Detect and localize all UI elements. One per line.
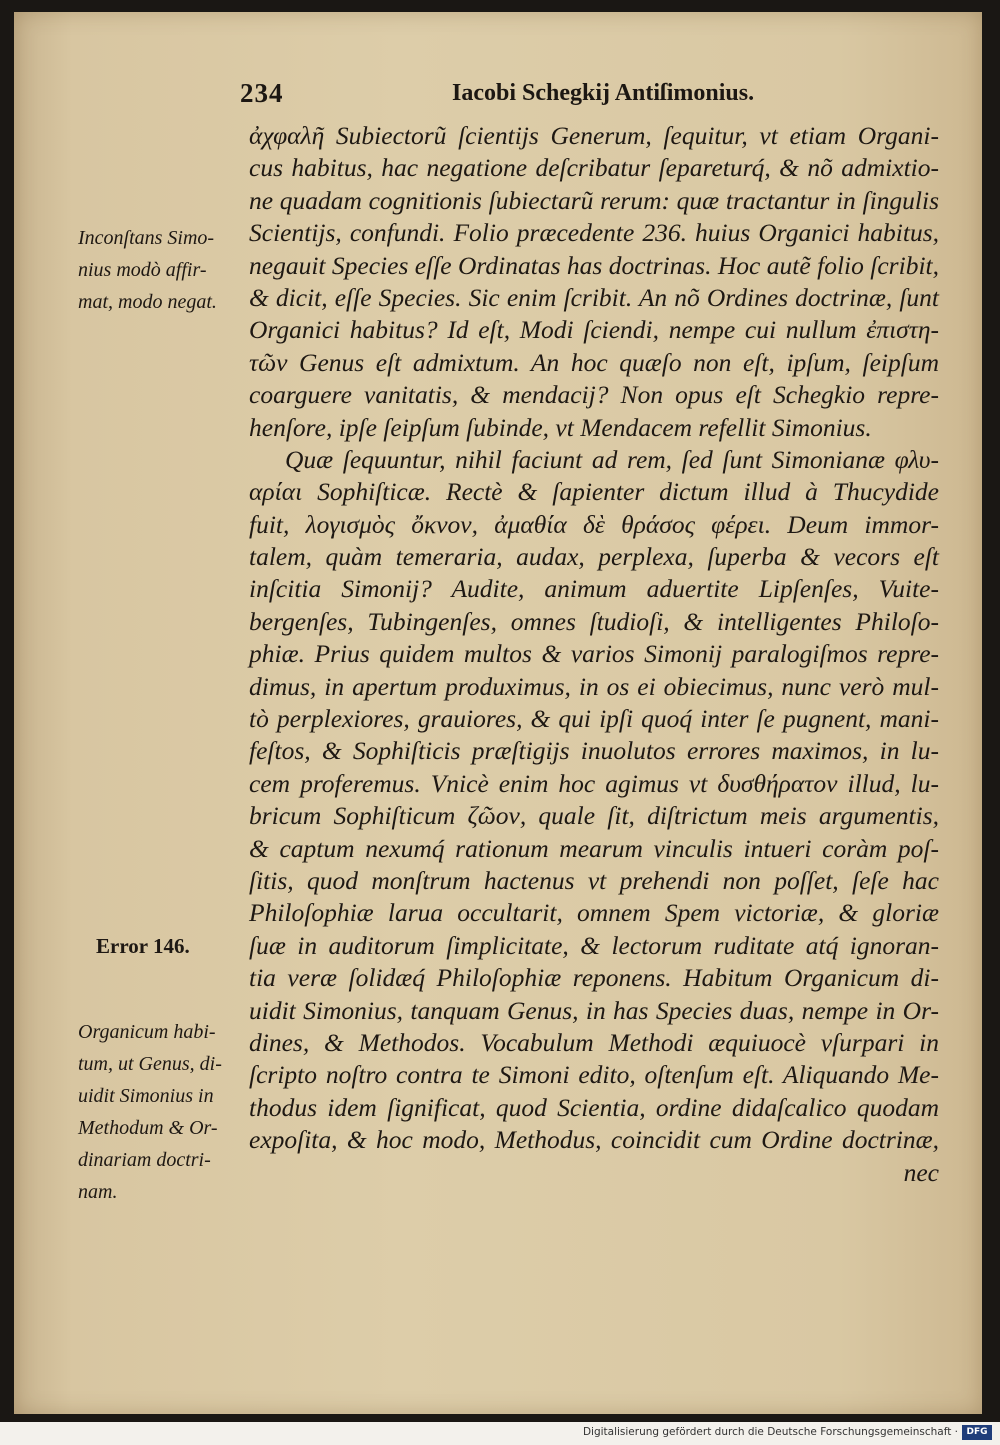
margin-note-line: dinariam doctri- — [78, 1149, 211, 1171]
text-line: αρίαι Sophiſticæ. Rectè & ſapienter dictum illud à Thucydide — [249, 477, 939, 507]
margin-note-error — [96, 930, 268, 962]
text-line: inſcitia Simonij? Audite, animum aduertite Lipſenſes, Vuite- — [249, 574, 939, 604]
text-line: tia veræ ſolidæq́ Philoſophiæ reponens. Habitum Organicum di- — [249, 963, 939, 993]
margin-note-line: Error 146. — [96, 934, 190, 958]
margin-note-line: mat, modo negat. — [78, 291, 217, 313]
main-text — [249, 120, 939, 1189]
text-line: & dicit, eſſe Species. Sic enim ſcribit. An nõ Ordines doctrinæ, ſunt — [249, 282, 939, 312]
text-line: expoſita, & hoc modo, Methodus, coincidit cum Ordine doctrinæ, — [249, 1125, 939, 1155]
text-line: bricum Sophiſticum ζῶον, quale ſit, diſtrictum meis argumentis, — [249, 801, 939, 831]
text-line: bergenſes, Tubingenſes, omnes ſtudioſi, & intelligentes Philoſo- — [249, 606, 939, 636]
text-line: ſcripto noſtro contra te Simoni edito, oſtenſum eſt. Aliquando Me- — [249, 1060, 939, 1090]
text-line: cus habitus, hac negatione deſcribatur ſepareturq́, & nõ admixtio- — [249, 153, 939, 183]
text-line: ſuæ in auditorum ſimplicitate, & lectorum ruditate atq́ ignoran- — [249, 930, 939, 960]
funding-credit: Digitalisierung gefördert durch die Deutsche Forschungsgemeinschaft · — [582, 1426, 958, 1438]
text-line: τῶν Genus eſt admixtum. An hoc quæſo non eſt, ipſum, ſeipſum — [249, 347, 939, 377]
margin-note-inconstancy — [78, 222, 250, 318]
text-line: tò perplexiores, grauiores, & qui ipſi quoq́ inter ſe pugnent, mani- — [249, 704, 939, 734]
margin-note-organicum — [78, 1016, 250, 1208]
text-line: thodus idem ſignificat, quod Scientia, ordine didaſcalico quodam — [249, 1092, 939, 1122]
text-line: Organici habitus? Id eſt, Modi ſciendi, nempe cui nullum ἐπιστη- — [249, 315, 939, 345]
margin-note-line: Inconſtans Simo- — [78, 227, 215, 249]
text-line: coarguere vanitatis, & mendacij? Non opus eſt Schegkio repre- — [249, 380, 939, 410]
text-line: dimus, in apertum produximus, in os ei obiecimus, nunc verò mul- — [249, 671, 939, 701]
text-line: Quæ ſequuntur, nihil faciunt ad rem, ſed ſunt Simonianæ φλυ- — [285, 444, 939, 474]
text-line: ne quadam cognitionis ſubiectarũ rerum: quæ tractantur in ſingulis — [249, 185, 939, 215]
text-line: negauit Species eſſe Ordinatas has doctrinas. Hoc autẽ folio ſcribit, — [249, 250, 939, 280]
margin-note-line: nam. — [78, 1181, 118, 1203]
text-line: henſore, ipſe ſeipſum ſubinde, vt Mendacem refellit Simonius. — [249, 412, 872, 442]
text-line: & captum nexumq́ rationum mearum vinculis intueri coràm poſ- — [249, 833, 939, 863]
text-line: feſtos, & Sophiſticis præſtigijs inuolutos errores maximos, in lu- — [249, 736, 939, 766]
text-line: ἀχφαλῆ Subiectorũ ſcientijs Generum, ſequitur, vt etiam Organi- — [249, 121, 939, 150]
digitization-footer — [0, 1422, 1000, 1445]
text-line: Scientijs, confundi. Folio præcedente 236. huius Organici habitus, — [249, 218, 939, 248]
dfg-logo: DFG — [962, 1425, 992, 1440]
text-line: talem, quàm temeraria, audax, perplexa, ſuperba & vecors eſt — [249, 542, 939, 572]
catchword: nec — [903, 1157, 939, 1187]
text-line: phiæ. Prius quidem multos & varios Simonij paralogiſmos repre- — [249, 639, 939, 669]
text-line: ſitis, quod monſtrum hactenus vt prehendi non poſſet, ſeſe hac — [249, 865, 939, 895]
margin-note-line: nius modò affir- — [78, 259, 207, 281]
margin-note-line: Methodum & Or- — [78, 1117, 218, 1139]
margin-note-line: uidit Simonius in — [78, 1085, 214, 1107]
text-line: dines, & Methodos. Vocabulum Methodi æquiuocè vſurpari in — [249, 1027, 939, 1057]
page-number: 234 — [240, 78, 284, 108]
text-line: cem proferemus. Vnicè enim hoc agimus vt δυσθήρατον illud, lu- — [249, 768, 939, 798]
margin-note-line: Organicum habi- — [78, 1021, 216, 1043]
text-line: fuit, λογισμὸς ὄκνον, ἀμαθία δὲ θράσος φέρει. Deum immor- — [249, 509, 939, 539]
text-line: uidit Simonius, tanquam Genus, in has Species duas, nempe in Or- — [249, 995, 939, 1025]
running-head: Iacobi Schegkij Antiſimonius. — [452, 80, 755, 106]
text-line: Philoſophiæ larua occultarit, omnem Spem victoriæ, & gloriæ — [249, 898, 939, 928]
page-header — [240, 78, 940, 112]
margin-note-line: tum, ut Genus, di- — [78, 1053, 222, 1075]
